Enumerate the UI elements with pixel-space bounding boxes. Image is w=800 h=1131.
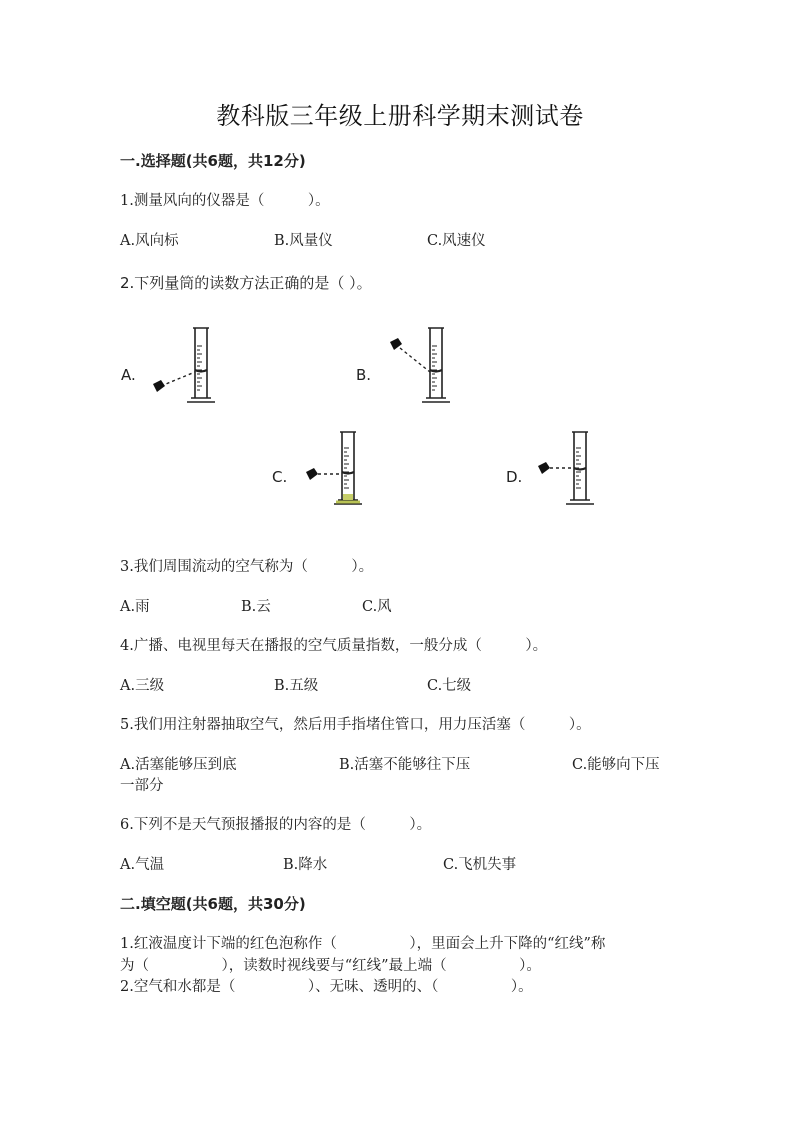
q5-option-c: C.能够向下压 (572, 757, 660, 773)
fill-question-1-line-1: 1.红液温度计下端的红色泡称作（ ），里面会上升下降的“红线”称 (120, 936, 606, 952)
q4-option-c: C.七级 (427, 678, 472, 694)
page-title: 教科版三年级上册科学期末测试卷 (216, 102, 584, 130)
q1-option-a: A.风向标 (120, 233, 179, 249)
q6-option-b: B.降水 (283, 857, 328, 873)
question-2: 2.下列量筒的读数方法正确的是（ ）。 (120, 274, 372, 292)
q4-option-a: A.三级 (120, 678, 165, 694)
q5-option-b: B.活塞不能够往下压 (339, 757, 471, 773)
cylinder-figure-b (382, 322, 462, 408)
figure-label-d: D. (506, 468, 523, 486)
figure-label-c: C. (272, 468, 288, 486)
question-1: 1.测量风向的仪器是（ ）。 (120, 193, 330, 209)
figure-label-a: A. (121, 366, 136, 384)
q3-option-a: A.雨 (120, 599, 150, 615)
question-6: 6.下列不是天气预报播报的内容的是（ ）。 (120, 817, 432, 833)
cylinder-figure-c (300, 428, 380, 510)
q3-option-b: B.云 (241, 599, 271, 615)
figure-label-b: B. (356, 366, 372, 384)
question-5: 5.我们用注射器抽取空气，然后用手指堵住管口，用力压活塞（ ）。 (120, 717, 591, 733)
q5-option-c-wrap: 一部分 (120, 778, 164, 794)
q6-option-c: C.飞机失事 (443, 857, 517, 873)
q4-option-b: B.五级 (274, 678, 319, 694)
q3-option-c: C.风 (362, 599, 392, 615)
q1-option-c: C.风速仪 (427, 233, 486, 249)
question-4: 4.广播、电视里每天在播报的空气质量指数，一般分成（ ）。 (120, 638, 548, 654)
q1-option-b: B.风量仪 (274, 233, 333, 249)
q5-option-a: A.活塞能够压到底 (120, 757, 237, 773)
q6-option-a: A.气温 (120, 857, 165, 873)
cylinder-figure-d (532, 428, 612, 510)
cylinder-figure-a (145, 322, 225, 408)
fill-question-1-line-2: 为（ ），读数时视线要与“红线”最上端（ ）。 (120, 958, 541, 974)
section-heading-choice: 一.选择题(共6题，共12分) (120, 152, 306, 170)
fill-question-2: 2.空气和水都是（ ）、无味、透明的、（ ）。 (120, 979, 533, 995)
question-3: 3.我们周围流动的空气称为（ ）。 (120, 559, 374, 575)
section-heading-fill: 二.填空题(共6题，共30分) (120, 895, 306, 913)
